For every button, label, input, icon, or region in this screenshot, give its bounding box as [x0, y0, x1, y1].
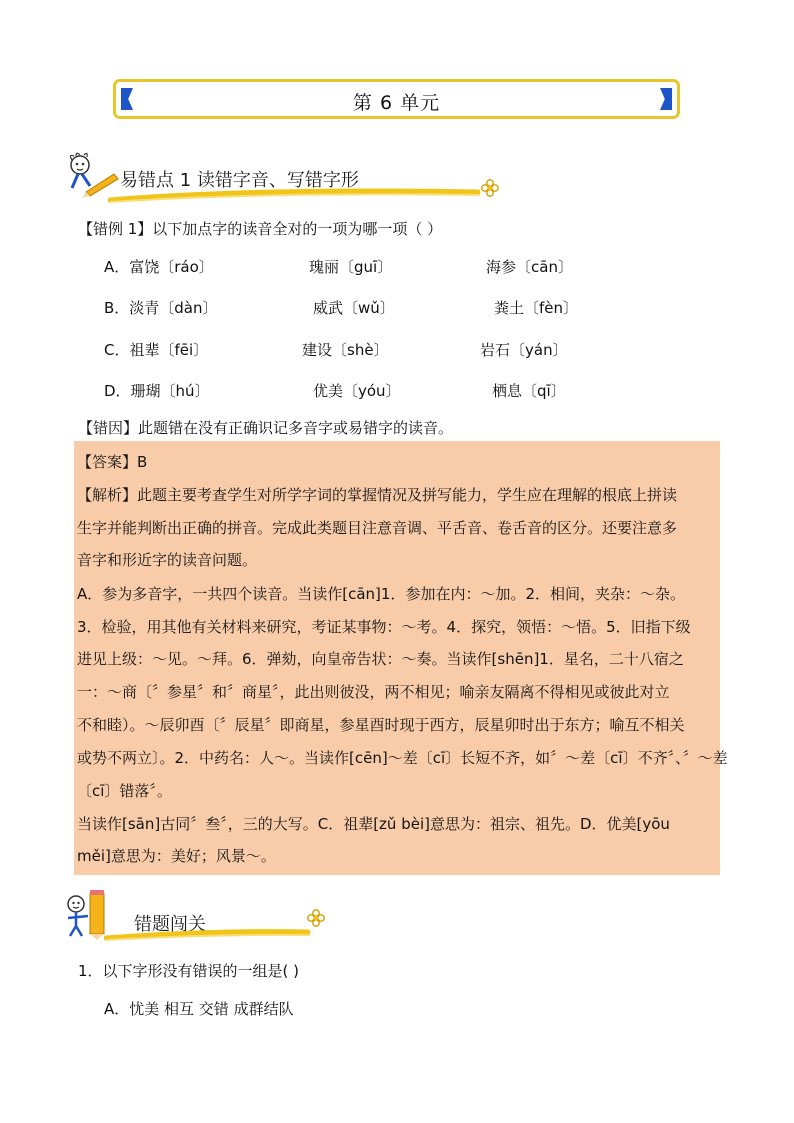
unit-title: 第 6 单元: [352, 92, 441, 114]
option-c-1: C．祖辈〔fēi〕: [104, 341, 209, 359]
analysis-line: měi]意思为：美好；风景～。: [77, 847, 276, 865]
option-b-1: B．淡青〔dàn〕: [104, 299, 218, 317]
option-d-1: D．珊瑚〔hú〕: [104, 382, 210, 400]
section-header-practice: [64, 888, 334, 948]
option-c-3: 岩石〔yán〕: [480, 341, 568, 359]
section-header-error-point: [64, 152, 504, 212]
option-a-2: 瑰丽〔guī〕: [309, 258, 393, 276]
analysis-line: 一：～商〔〞参星〞和〞商星〞，此出则彼没，两不相见；喻亲友隔离不得相见或彼此对立: [77, 683, 670, 701]
option-a-3: 海参〔cān〕: [486, 258, 573, 276]
error-cause: 【错因】此题错在没有正确识记多音字或易错字的读音。: [78, 419, 454, 437]
analysis-line: 不和睦）。～辰卯酉〔〞辰星〞即商星，参星酉时现于西方，辰星卯时出于东方；喻互不相关: [77, 716, 685, 734]
option-b-3: 粪土〔fèn〕: [494, 299, 579, 317]
analysis-line: A．参为多音字，一共四个读音。当读作[cān]1．参加在内：～加。2．相间，夹杂：～杂。: [77, 585, 686, 603]
analysis-line: 当读作[sān]古同〞叁〞，三的大写。C．祖辈[zǔ bèi]意思为：祖宗、祖先。D．优美[yōu: [77, 815, 670, 833]
answer-analysis-box: [74, 441, 728, 875]
practice-question-1: 1．以下字形没有错误的一组是( ): [78, 962, 300, 980]
analysis-line: 生字并能判断出正确的拼音。完成此类题目注意音调、平舌音、卷舌音的区分。还要注意多: [77, 519, 678, 537]
swoosh-underline: [104, 902, 332, 944]
option-d-3: 栖息〔qī〕: [492, 382, 566, 400]
analysis-line: 音字和形近字的读音问题。: [77, 551, 258, 569]
analysis-line: 〔cī〕错落〞。: [77, 782, 172, 800]
flower-icon: [308, 910, 324, 926]
swoosh-underline: [108, 178, 504, 204]
analysis-line: 或势不两立〕。2．中药名：人～。当读作[cēn]～差〔cī〕长短不齐，如〞～差〔cī〕不齐〞、〞～差: [77, 749, 728, 767]
option-b-2: 威武〔wǔ〕: [313, 299, 395, 317]
unit-banner: [113, 79, 680, 119]
flower-icon: [482, 180, 498, 196]
analysis-line: 【解析】此题主要考查学生对所学字词的掌握情况及拼写能力，学生应在理解的根底上拼读: [77, 486, 678, 504]
example-question: 【错例 1】以下加点字的读音全对的一项为哪一项（ ）: [78, 220, 443, 238]
analysis-line: 进见上级：～见。～拜。6．弹劾，向皇帝告状：～奏。当读作[shēn]1．星名，二十八宿之: [77, 650, 684, 668]
section-label: 易错点 1 读错字音、写错字形: [120, 170, 359, 191]
option-a-1: A．富饶〔ráo〕: [104, 258, 214, 276]
practice-option-a: A．忧美 相互 交错 成群结队: [104, 1000, 294, 1018]
answer-line: 【答案】B: [77, 453, 148, 471]
section-label: 错题闯关: [134, 914, 206, 935]
analysis-line: 3．检验，用其他有关材料来研究，考证某事物：～考。4．探究，领悟：～悟。5．旧指下级: [77, 618, 691, 636]
option-d-2: 优美〔yóu〕: [313, 382, 401, 400]
option-c-2: 建设〔shè〕: [302, 341, 389, 359]
